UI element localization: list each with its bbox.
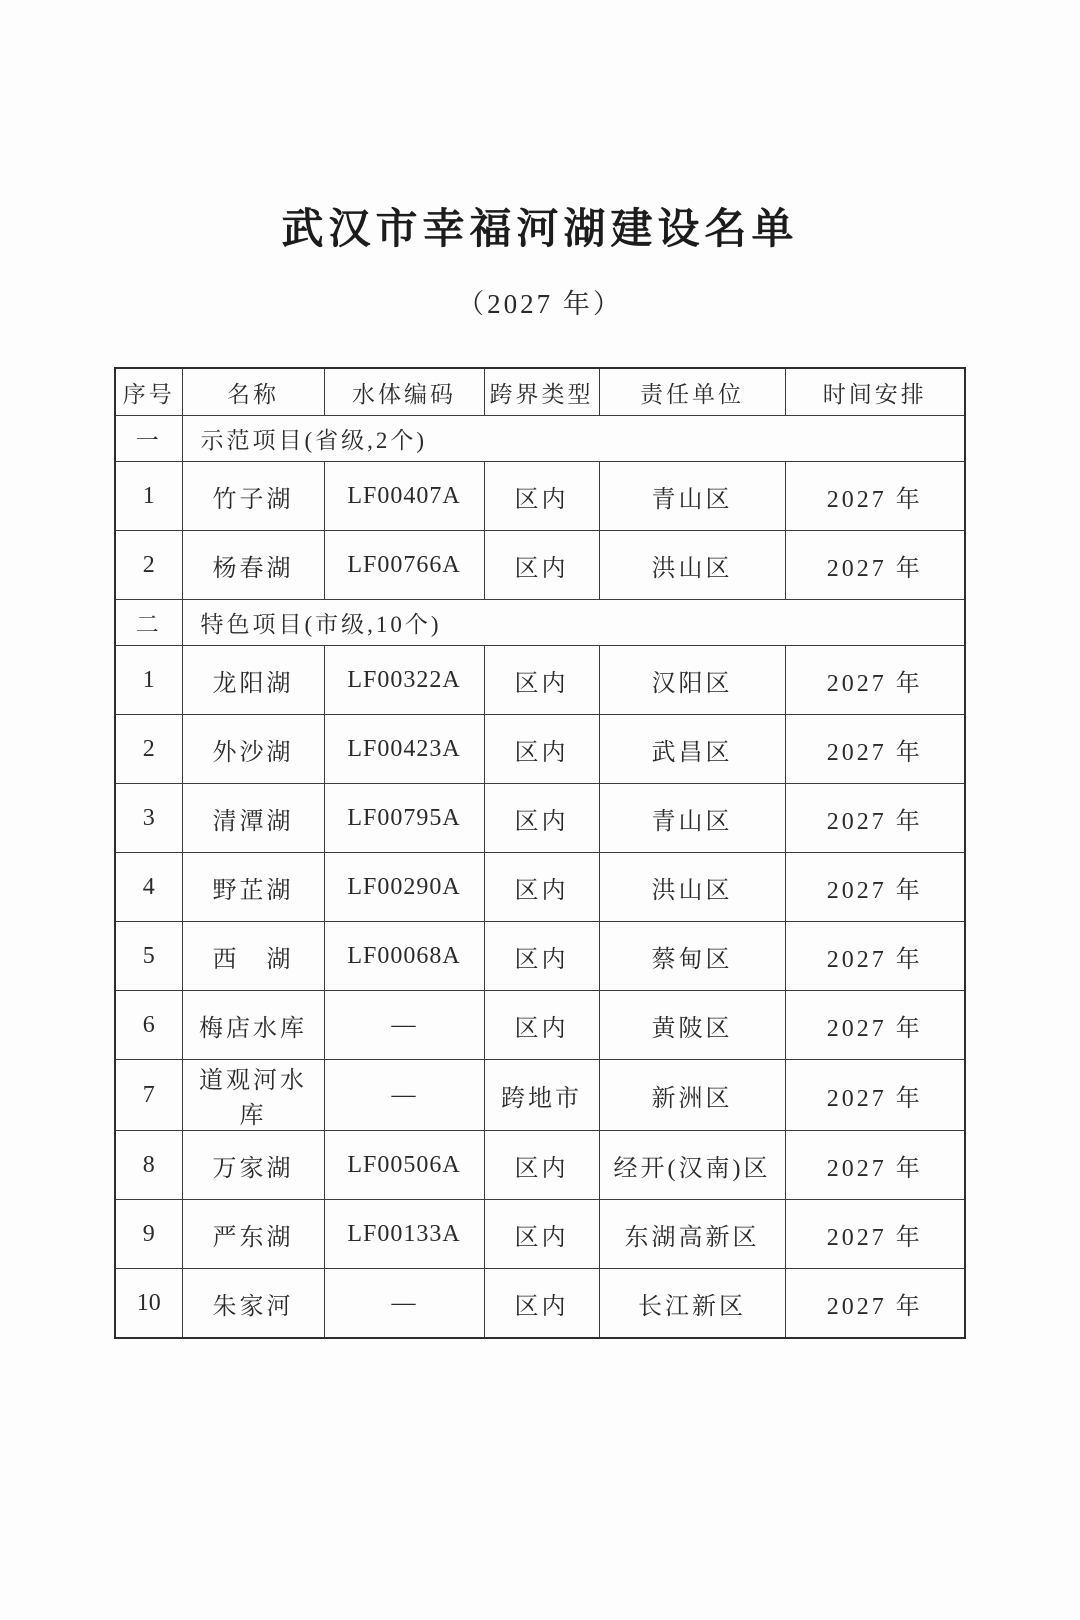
name-cell: 龙阳湖 xyxy=(182,646,324,715)
section-index-cell: 二 xyxy=(115,600,182,646)
document-title: 武汉市幸福河湖建设名单 xyxy=(281,207,799,253)
name-cell: 梅店水库 xyxy=(182,991,324,1060)
crossing-type-cell: 区内 xyxy=(484,1200,599,1269)
column-header-name: 名称 xyxy=(182,368,324,416)
unit-cell: 洪山区 xyxy=(599,531,785,600)
serial-cell: 2 xyxy=(115,531,182,600)
table-row xyxy=(115,784,965,853)
crossing-type-cell: 区内 xyxy=(484,1269,599,1339)
unit-cell: 武昌区 xyxy=(599,715,785,784)
column-header-schedule: 时间安排 xyxy=(785,368,965,416)
table-row xyxy=(115,853,965,922)
river-lake-list-table xyxy=(114,367,966,1339)
schedule-cell: 2027 年 xyxy=(785,1131,965,1200)
document-subtitle: （2027 年） xyxy=(457,289,623,319)
table-header-row xyxy=(115,368,965,416)
crossing-type-cell: 区内 xyxy=(484,531,599,600)
crossing-type-cell: 跨地市 xyxy=(484,1060,599,1131)
code-cell: LF00423A xyxy=(324,715,484,784)
crossing-type-cell: 区内 xyxy=(484,715,599,784)
unit-cell: 蔡甸区 xyxy=(599,922,785,991)
serial-cell: 1 xyxy=(115,646,182,715)
name-cell: 外沙湖 xyxy=(182,715,324,784)
section-row-municipal xyxy=(115,600,965,646)
unit-cell: 经开(汉南)区 xyxy=(599,1131,785,1200)
schedule-cell: 2027 年 xyxy=(785,1060,965,1131)
table-row xyxy=(115,646,965,715)
serial-cell: 8 xyxy=(115,1131,182,1200)
crossing-type-cell: 区内 xyxy=(484,991,599,1060)
section-title-cell: 示范项目(省级,2个) xyxy=(182,416,965,462)
code-cell: LF00133A xyxy=(324,1200,484,1269)
code-cell: LF00068A xyxy=(324,922,484,991)
schedule-cell: 2027 年 xyxy=(785,646,965,715)
serial-cell: 1 xyxy=(115,462,182,531)
table-row xyxy=(115,1131,965,1200)
serial-cell: 4 xyxy=(115,853,182,922)
table-row xyxy=(115,715,965,784)
unit-cell: 青山区 xyxy=(599,784,785,853)
table-row xyxy=(115,531,965,600)
unit-cell: 汉阳区 xyxy=(599,646,785,715)
column-header-serial: 序号 xyxy=(115,368,182,416)
code-cell: — xyxy=(324,1269,484,1339)
name-cell: 野芷湖 xyxy=(182,853,324,922)
serial-cell: 3 xyxy=(115,784,182,853)
unit-cell: 青山区 xyxy=(599,462,785,531)
unit-cell: 东湖高新区 xyxy=(599,1200,785,1269)
code-cell: LF00766A xyxy=(324,531,484,600)
crossing-type-cell: 区内 xyxy=(484,784,599,853)
code-cell: — xyxy=(324,991,484,1060)
column-header-crossing: 跨界类型 xyxy=(484,368,599,416)
schedule-cell: 2027 年 xyxy=(785,531,965,600)
name-cell: 清潭湖 xyxy=(182,784,324,853)
section-index-cell: 一 xyxy=(115,416,182,462)
schedule-cell: 2027 年 xyxy=(785,784,965,853)
unit-cell: 新洲区 xyxy=(599,1060,785,1131)
column-header-code: 水体编码 xyxy=(324,368,484,416)
table-row xyxy=(115,462,965,531)
unit-cell: 洪山区 xyxy=(599,853,785,922)
name-cell: 杨春湖 xyxy=(182,531,324,600)
schedule-cell: 2027 年 xyxy=(785,922,965,991)
serial-cell: 10 xyxy=(115,1269,182,1339)
schedule-cell: 2027 年 xyxy=(785,715,965,784)
name-cell: 朱家河 xyxy=(182,1269,324,1339)
code-cell: — xyxy=(324,1060,484,1131)
name-cell: 万家湖 xyxy=(182,1131,324,1200)
code-cell: LF00322A xyxy=(324,646,484,715)
code-cell: LF00290A xyxy=(324,853,484,922)
section-row-provincial xyxy=(115,416,965,462)
crossing-type-cell: 区内 xyxy=(484,922,599,991)
table-row xyxy=(115,1269,965,1339)
serial-cell: 7 xyxy=(115,1060,182,1131)
schedule-cell: 2027 年 xyxy=(785,853,965,922)
code-cell: LF00795A xyxy=(324,784,484,853)
name-cell: 西 湖 xyxy=(182,922,324,991)
crossing-type-cell: 区内 xyxy=(484,462,599,531)
unit-cell: 黄陂区 xyxy=(599,991,785,1060)
code-cell: LF00506A xyxy=(324,1131,484,1200)
serial-cell: 5 xyxy=(115,922,182,991)
section-title-cell: 特色项目(市级,10个) xyxy=(182,600,965,646)
table-row xyxy=(115,922,965,991)
serial-cell: 2 xyxy=(115,715,182,784)
schedule-cell: 2027 年 xyxy=(785,991,965,1060)
crossing-type-cell: 区内 xyxy=(484,1131,599,1200)
serial-cell: 9 xyxy=(115,1200,182,1269)
table-row xyxy=(115,1200,965,1269)
schedule-cell: 2027 年 xyxy=(785,1269,965,1339)
serial-cell: 6 xyxy=(115,991,182,1060)
unit-cell: 长江新区 xyxy=(599,1269,785,1339)
schedule-cell: 2027 年 xyxy=(785,462,965,531)
name-cell: 严东湖 xyxy=(182,1200,324,1269)
code-cell: LF00407A xyxy=(324,462,484,531)
table-row xyxy=(115,991,965,1060)
name-cell: 道观河水库 xyxy=(182,1060,324,1131)
table-row xyxy=(115,1060,965,1131)
name-cell: 竹子湖 xyxy=(182,462,324,531)
crossing-type-cell: 区内 xyxy=(484,853,599,922)
schedule-cell: 2027 年 xyxy=(785,1200,965,1269)
crossing-type-cell: 区内 xyxy=(484,646,599,715)
column-header-unit: 责任单位 xyxy=(599,368,785,416)
